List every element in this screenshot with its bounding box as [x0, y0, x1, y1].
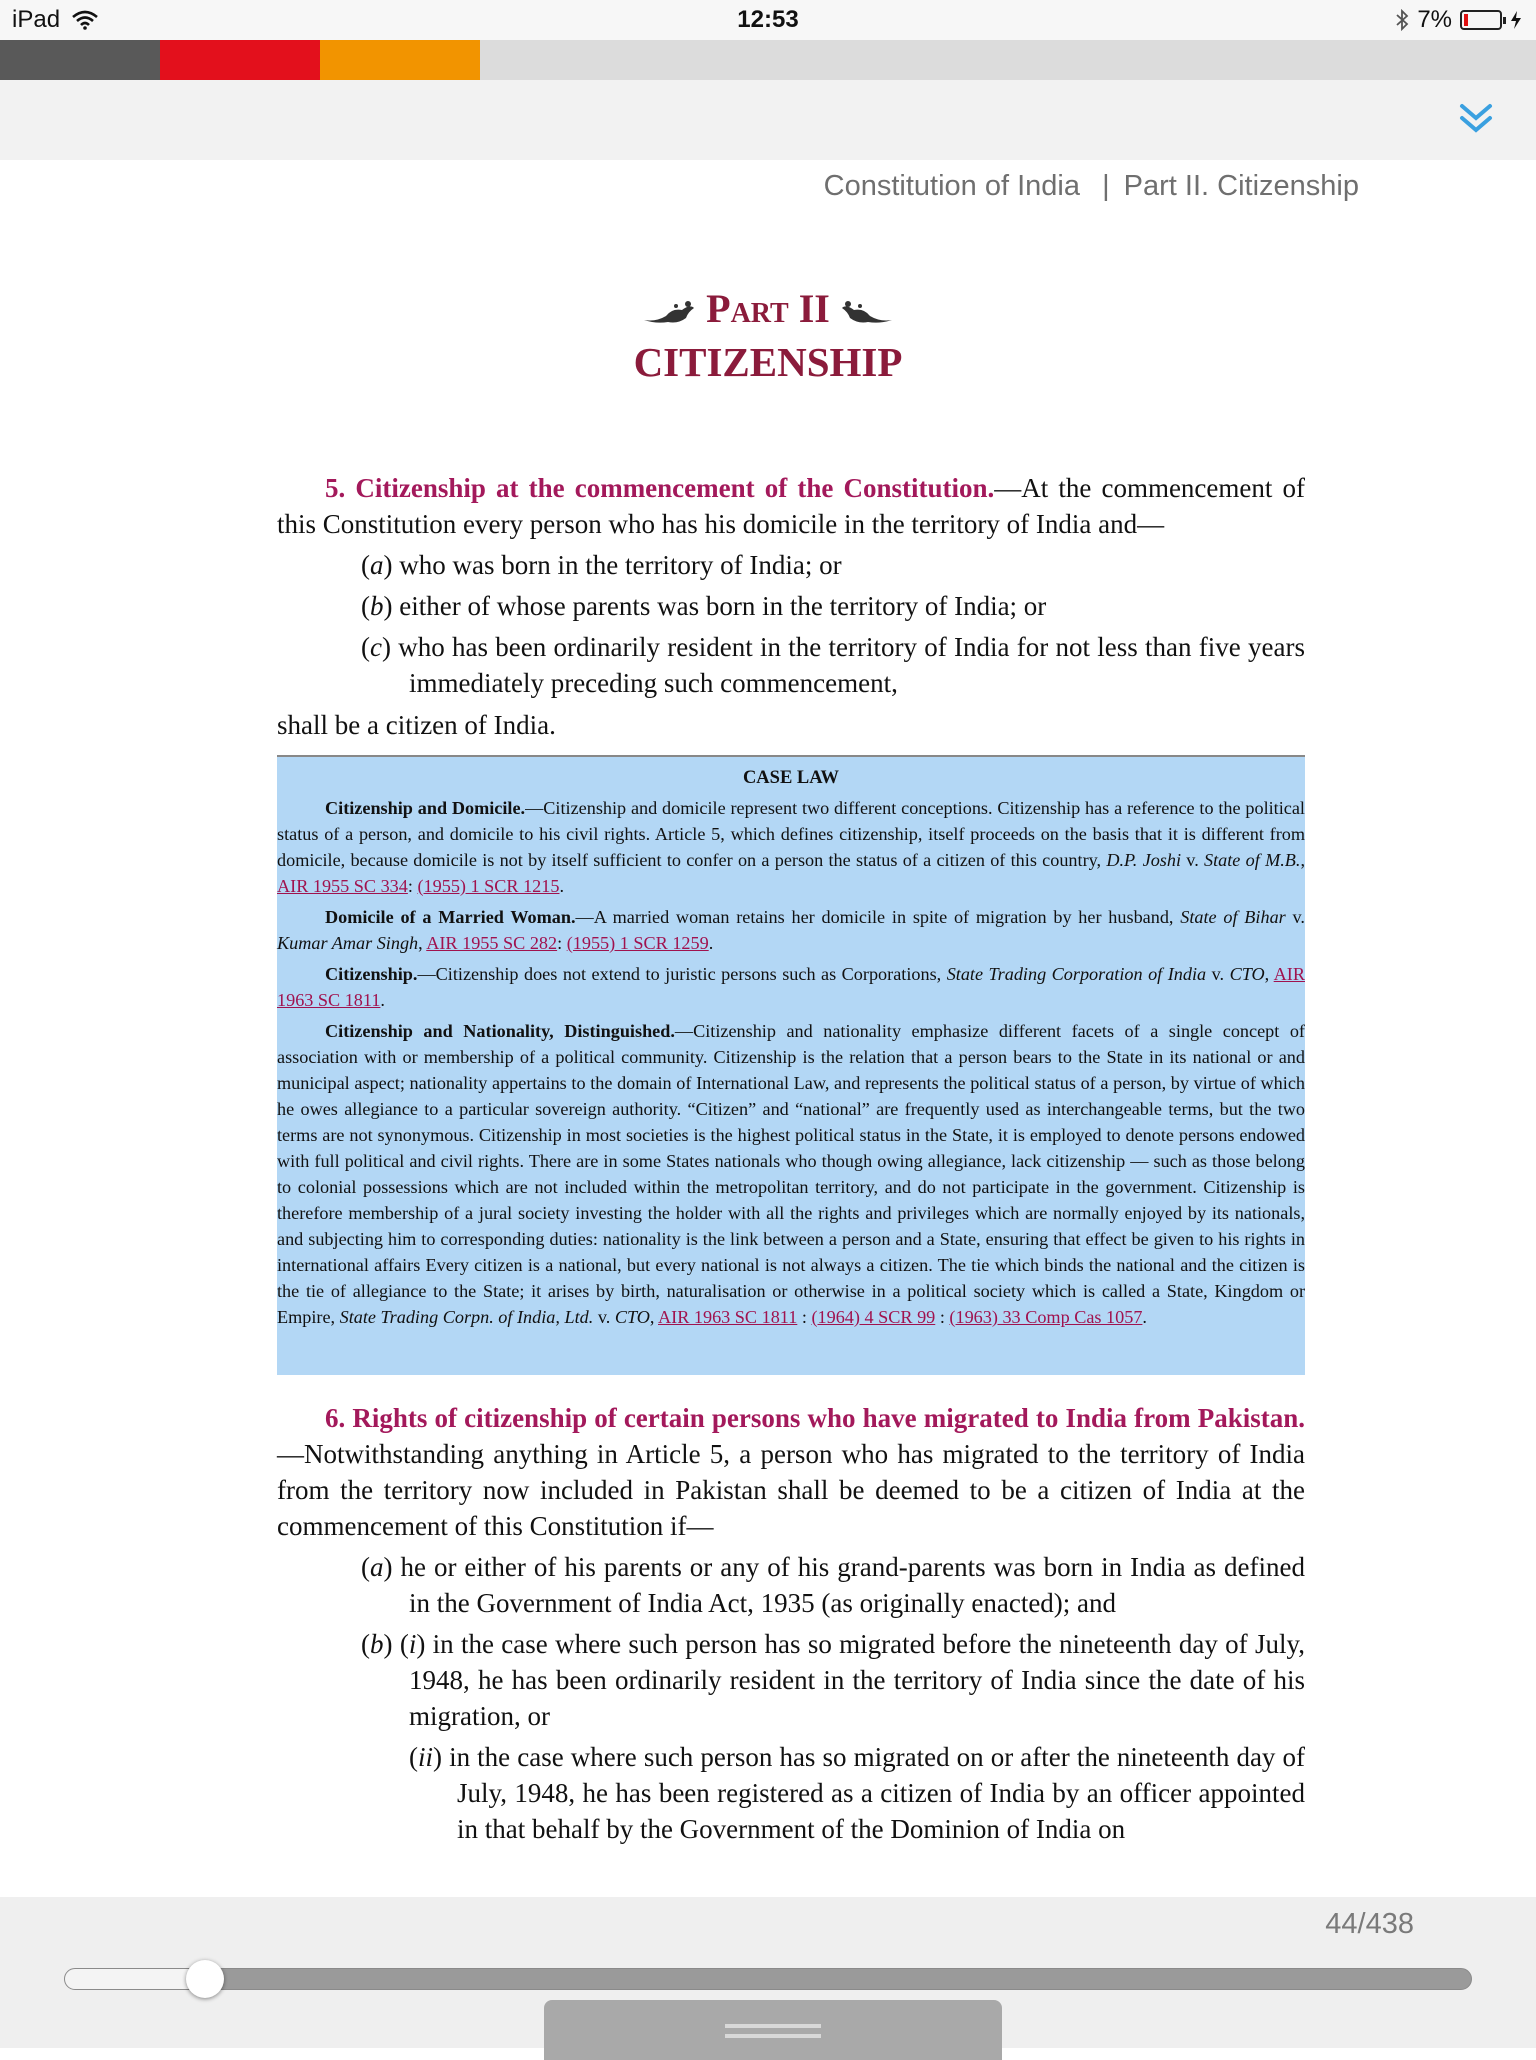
right-ornament-icon [840, 298, 894, 328]
section-5-closing: shall be a citizen of India. [277, 710, 556, 740]
section-5-heading: 5. Citizenship at the commencement of the Constitution. [325, 473, 995, 503]
list-item: (c) who has been ordinarily resident in the territory of India for not less than five years immediately preceding such commencement, [361, 632, 1305, 698]
list-item: (b) (i) in the case where such person has so migrated before the nineteenth day of July, 1948, he has been ordinarily resident in the territory of India since the date of his migration, or [361, 1629, 1305, 1731]
citation-link[interactable]: AIR 1963 SC 1811 [277, 964, 1305, 1010]
section-5 [277, 470, 1305, 743]
breadcrumb-book[interactable]: Constitution of India [823, 170, 1080, 202]
list-item: (a) he or either of his parents or any of his grand-parents was born in India as defined in the Government of India Act, 1935 (as originally enacted); and [361, 1552, 1305, 1618]
breadcrumb-part[interactable]: Part II. Citizenship [1123, 170, 1359, 202]
citation-link[interactable]: (1955) 1 SCR 1259 [566, 933, 709, 953]
battery-icon [1460, 10, 1502, 30]
list-item: (a) who was born in the territory of India; or [361, 550, 842, 580]
citation-link[interactable]: AIR 1963 SC 1811 [658, 1307, 798, 1327]
status-bar [0, 0, 1536, 40]
tab-gray[interactable] [0, 40, 160, 80]
grip-line [725, 2024, 821, 2028]
case-law-box [277, 755, 1305, 1375]
case-law-title: CASE LAW [742, 768, 840, 788]
toolbar [0, 80, 1536, 160]
tab-red[interactable] [160, 40, 320, 80]
citation-link[interactable]: (1963) 33 Comp Cas 1057 [949, 1307, 1143, 1327]
page-slider-progress [65, 1969, 206, 1989]
case-law-entry: Domicile of a Married Woman.—A married woman retains her domicile in spite of migration by her husband, State of Bihar v. Kumar Amar Singh, AIR 1955 SC 282: (1955) 1 SCR 1259. [277, 907, 1305, 953]
breadcrumb [824, 170, 1359, 203]
part-number: Part II [706, 286, 830, 331]
section-5-intro: —At the commencement of this Constitution every person who has his domicile in the territory of India and— [277, 473, 1305, 539]
page-counter: 44/438 [1325, 1908, 1414, 1940]
color-tab-strip [0, 40, 1536, 80]
collapse-button[interactable] [1452, 92, 1500, 142]
tab-orange[interactable] [320, 40, 480, 80]
section-6 [277, 1400, 1305, 1847]
citation-link[interactable]: (1964) 4 SCR 99 [811, 1307, 936, 1327]
part-heading [0, 285, 1536, 386]
page-slider-track[interactable] [64, 1968, 1472, 1990]
breadcrumb-separator: | [1102, 170, 1110, 202]
list-item: (ii) in the case where such person has so migrated on or after the nineteenth day of July, 1948, he has been registered as a citizen of India by an officer appointed in that behalf by the Government of the Dominion of India on [409, 1742, 1305, 1844]
part-title: CITIZENSHIP [633, 339, 903, 385]
case-law-entry: Citizenship and Domicile.—Citizenship and domicile represent two different conceptions. Citizenship has a reference to the political status of a person, and domicile to his civil rights. Article 5, which defines citizenship, itself proceeds on the basis that it is different from domicile, because domicile is not by itself sufficient to confer on a person the status of a citizen of this country, D.P. Joshi v. State of M.B., AIR 1955 SC 334: (1955) 1 SCR 1215. [277, 798, 1305, 896]
device-label: iPad [12, 6, 61, 33]
bluetooth-icon [1395, 9, 1409, 31]
charging-icon [1510, 10, 1522, 30]
battery-percent: 7% [1417, 6, 1452, 33]
case-law-entry: Citizenship and Nationality, Distinguished.—Citizenship and nationality emphasize different facets of a single concept of association with or membership of a political community. Citizenship is the relation that a person bears to the State in its national or and municipal aspect; nationality appertains to the domain of International Law, and represents the political status of a person, by virtue of which he owes allegiance to a particular sovereign authority. “Citizen” and “national” are frequently used as interchangeable terms, but the two terms are not synonymous. Citizenship in most societies is the highest political status in the State, it is employed to denote persons endowed with full political and civil rights. There are in some States nationals who though owing allegiance, lack citizenship — such as those belong to colonial possessions which are not included within the metropolitan territory, and do not participate in the government. Citizenship is therefore membership of a jural society investing the holder with all the rights and privileges which are normally enjoyed by its nationals, and subjecting him to corresponding duties: nationality is the link between a person and a State, ensuring that effect be given to his rights in international affairs Every citizen is a national, but every national is not always a citizen. The tie which binds the national and the citizen is the tie of allegiance to the State; it arises by birth, naturalisation or otherwise in a political society which is called a State, Kingdom or Empire, State Trading Corpn. of India, Ltd. v. CTO, AIR 1963 SC 1811 : (1964) 4 SCR 99 : (1963) 33 Comp Cas 1057. [277, 1021, 1305, 1327]
left-ornament-icon [642, 298, 696, 328]
list-item: (b) either of whose parents was born in the territory of India; or [361, 591, 1047, 621]
case-law-entry: Citizenship.—Citizenship does not extend to juristic persons such as Corporations, State Trading Corporation of India v. CTO, AIR 1963 SC 1811. [277, 964, 1305, 1010]
citation-link[interactable]: AIR 1955 SC 282 [426, 933, 558, 953]
section-6-intro: —Notwithstanding anything in Article 5, a person who has migrated to the territory of India from the territory now included in Pakistan shall be deemed to be a citizen of India at the commencement of this Constitution if— [277, 1439, 1305, 1541]
citation-link[interactable]: AIR 1955 SC 334 [277, 876, 408, 896]
grip-line [725, 2034, 821, 2038]
drawer-handle[interactable] [544, 2000, 1002, 2060]
section-6-heading: 6. Rights of citizenship of certain persons who have migrated to India from Pakistan. [325, 1403, 1305, 1433]
clock: 12:53 [737, 6, 799, 33]
citation-link[interactable]: (1955) 1 SCR 1215 [417, 876, 560, 896]
double-chevron-down-icon [1452, 92, 1500, 142]
